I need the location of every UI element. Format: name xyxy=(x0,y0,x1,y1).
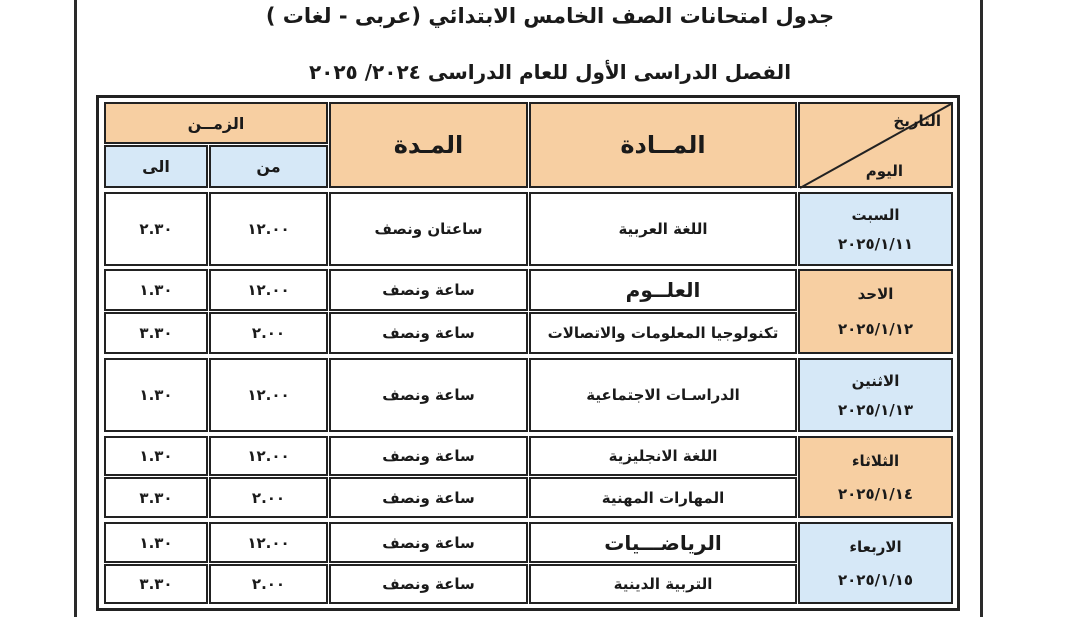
day-name: السبت xyxy=(851,205,900,224)
from-time-cell: ١٢.٠٠ xyxy=(209,269,328,311)
duration-cell: ساعة ونصف xyxy=(329,522,528,563)
header-day-label: اليوم xyxy=(865,162,903,180)
duration-cell: ساعة ونصف xyxy=(329,269,528,311)
day-date: ٢٠٢٥/١/١١ xyxy=(837,234,914,253)
from-time-cell: ١٢.٠٠ xyxy=(209,522,328,563)
day-date: ٢٠٢٥/١/١٢ xyxy=(837,319,914,338)
duration-cell: ساعة ونصف xyxy=(329,477,528,518)
day-date: ٢٠٢٥/١/١٥ xyxy=(837,570,914,589)
from-time-cell: ١٢.٠٠ xyxy=(209,192,328,266)
header-from: من xyxy=(209,145,328,188)
to-time-cell: ١.٣٠ xyxy=(104,436,208,476)
header-time: الزمــن xyxy=(104,102,328,144)
header-to: الى xyxy=(104,145,208,188)
to-time-cell: ١.٣٠ xyxy=(104,358,208,432)
subject-cell: اللغة العربية xyxy=(529,192,797,266)
day-date: ٢٠٢٥/١/١٤ xyxy=(837,484,914,503)
from-time-cell: ١٢.٠٠ xyxy=(209,358,328,432)
day-name: الاربعاء xyxy=(849,537,902,556)
page-border-left xyxy=(74,0,77,617)
day-date: ٢٠٢٥/١/١٣ xyxy=(837,400,914,419)
from-time-cell: ٢.٠٠ xyxy=(209,564,328,604)
subject-cell: اللغة الانجليزية xyxy=(529,436,797,476)
duration-cell: ساعة ونصف xyxy=(329,564,528,604)
day-name: الثلاثاء xyxy=(851,451,900,470)
duration-cell: ساعة ونصف xyxy=(329,436,528,476)
to-time-cell: ٢.٣٠ xyxy=(104,192,208,266)
day-cell-wednesday xyxy=(798,522,953,604)
day-name: الاحد xyxy=(857,285,894,304)
to-time-cell: ١.٣٠ xyxy=(104,269,208,311)
to-time-cell: ٣.٣٠ xyxy=(104,564,208,604)
duration-cell: ساعة ونصف xyxy=(329,358,528,432)
from-time-cell: ٢.٠٠ xyxy=(209,312,328,354)
subject-cell: التربية الدينية xyxy=(529,564,797,604)
header-date-day-cell xyxy=(798,102,953,188)
from-time-cell: ٢.٠٠ xyxy=(209,477,328,518)
document-subtitle: الفصل الدراسى الأول للعام الدراسى ٢٠٢٤/ ٢٠٢٥ xyxy=(308,60,792,84)
subject-cell: الدراسـات الاجتماعية xyxy=(529,358,797,432)
day-cell-sunday xyxy=(798,269,953,354)
day-cell-tuesday xyxy=(798,436,953,518)
day-cell-monday xyxy=(798,358,953,432)
day-name: الاثنين xyxy=(851,371,900,390)
day-cell-saturday xyxy=(798,192,953,266)
from-time-cell: ١٢.٠٠ xyxy=(209,436,328,476)
to-time-cell: ٣.٣٠ xyxy=(104,477,208,518)
duration-cell: ساعة ونصف xyxy=(329,312,528,354)
exam-schedule-table xyxy=(96,95,960,611)
header-date-label: التاريخ xyxy=(893,112,941,130)
to-time-cell: ٣.٣٠ xyxy=(104,312,208,354)
header-subject: المــادة xyxy=(529,102,797,188)
header-duration: المـدة xyxy=(329,102,528,188)
to-time-cell: ١.٣٠ xyxy=(104,522,208,563)
subject-cell: المهارات المهنية xyxy=(529,477,797,518)
duration-cell: ساعتان ونصف xyxy=(329,192,528,266)
document-title: جدول امتحانات الصف الخامس الابتدائي (عربى - لغات ) xyxy=(265,4,835,28)
page-border-right xyxy=(980,0,983,617)
subject-cell: العلــوم xyxy=(529,269,797,311)
subject-cell: تكنولوجيا المعلومات والاتصالات xyxy=(529,312,797,354)
subject-cell: الرياضـــيات xyxy=(529,522,797,563)
